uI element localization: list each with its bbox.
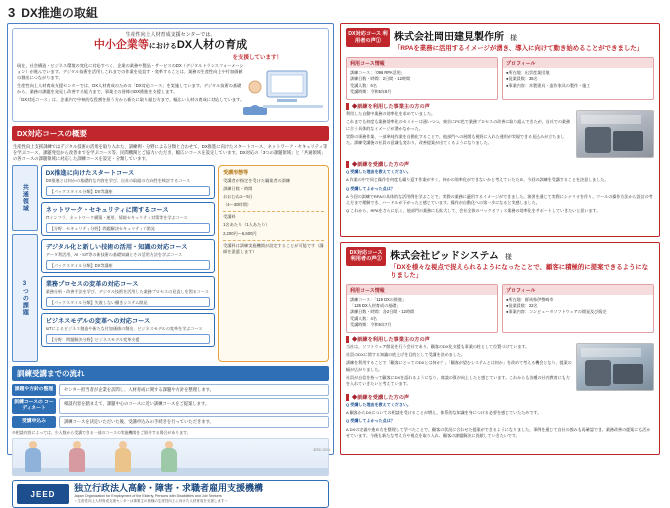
panel-line: 受講時期：令和5年8月 [350,88,392,94]
course-fee-heading: 受講料 [223,211,324,220]
panel-body [347,295,497,330]
tag-three-challenges: 3つの課題 [12,234,38,362]
block-heading: ◆訓練を受講した方の声 [346,161,654,168]
qa-answer: A 作業の中で同じ操作を何度も繰り返す作業が多く、何かの効率化ができないかと考えていたため、今回の訓練を受講することを決意しました。 [346,177,609,183]
block-heading: ◆訓練を利用した事業主の方の声 [346,336,654,343]
course-sublabel: 【分野：セキュリティ分野】問題解決セキュリティ / 開発 [49,225,155,231]
course-info-panel [346,57,498,100]
intro-headline-pre: 中小企業等 [93,39,149,52]
right-column [340,23,660,455]
case-header [346,247,654,281]
profile-panel [502,57,654,100]
panel-line: ●所在地：群馬県伊勢崎市 [506,297,554,303]
course-info-item: おおむね1～5日 [223,194,253,200]
case-block-employer [346,103,654,158]
person-body-icon [69,448,85,472]
course-item[interactable] [41,239,215,273]
course-sublabel-wrap [46,297,210,308]
page-title: DX推進の取組 [21,6,98,20]
overview-bar: DX対応コースの概要 [12,126,329,141]
block-with-photo [346,343,654,391]
photo-highlight [581,348,641,357]
course-item[interactable] [41,276,215,310]
photo-subject [585,127,611,153]
case-card [340,242,660,456]
course-sublabel: 【パックスタイル分類】失敗しない働きシステム開発 [49,299,148,305]
flow-section [12,366,329,435]
content-columns [0,23,670,503]
corner-note: JEED 2024 [312,448,330,452]
course-desc: ITインフラ、ネットワーク構築・運用、情報セキュリティ対策等を学ぶコース [45,215,188,221]
left-column [7,23,334,503]
flow-step-body: 訓練コースを決定いただいた後、受講申込みの手続きを行っていただきます。 [59,416,329,428]
photo-object [613,364,643,384]
course-title: ネットワーク・セキュリティに関するコース [45,207,169,215]
block-heading: ◆訓練を受講した方の声 [346,394,654,401]
intro-paragraph: 現在、社会構造・ビジネス環境の変化に対応すべく、企業の業務や製品・サービスのDX（デジタルトランスフォーメーション）が進んでいます。デジタル技術を活用しこれまでの作業を見直す・変革することは、業務の生産性向上や付加価値の創出につながります。 [17,62,244,81]
panel-line: 訓練コース：「119 DXの推進」 [350,297,407,303]
panel-line: 受講時期：令和5年7月 [350,321,392,327]
block-heading: ◆訓練を利用した事業主の方の声 [346,103,654,110]
panel-body [503,68,653,90]
course-sublabel-wrap [46,186,210,197]
intro-headline-post: DX人材の育成 [176,39,248,52]
course-info-item: （4～30時間） [223,202,251,208]
course-info-item: 訓練日数・時間 [223,186,253,192]
jeed-text [74,484,263,504]
case-panels [346,284,654,333]
flow-bar: 訓練受講までの流れ [12,366,329,381]
case-ribbon: DX対応コース 利用者の声② [346,247,386,266]
flow-step-body: 相談内容を踏まえて、課題中心のコースに近い訓練コースをご提案します。 [59,398,329,414]
intro-body [17,63,245,104]
profile-panel [502,284,654,333]
course-info-item: 受講者が指定を受けた職業者の訓練 [223,178,291,184]
course-desc: データ利活用、AI・IoT等の新技術の基礎知識とその活用方法を学ぶコース [45,252,183,258]
company-honorific: 様 [510,35,517,42]
intro-paragraph: 生産性向上人材育成支援センターでは、DX人材育成のための「DX対応コース」を実施しています。デジタル技術の基礎から、業務の課題を発見し改善する能力まで、事業主の皆様のDX推進を支援します。 [17,83,242,95]
block-paragraph: 社員が自信を持って顧客にDXを語れるようになり、商談の質が向上したと感じています。これからも各種の社内教育にも力を入れていきたいと考えています。 [346,374,570,386]
block-paragraph: 当社は、ソフトウェア開発を行う会社であり、顧客のDX化支援も事業の柱として位置づけています。 [346,344,530,350]
person-body-icon [161,448,177,472]
company-honorific: 様 [504,253,512,261]
intro-headline [17,39,324,52]
course-info-panel [346,284,498,333]
case-title-wrap [390,247,654,281]
case-panels [346,57,654,100]
page-header [0,0,670,23]
course-desc: IoTによるビジネス創造や新たな付加価値の創出、ビジネスモデルの変革を学ぶコース [45,326,203,332]
flow-row [12,416,329,428]
jeed-name: 独立行政法人高齢・障害・求職者雇用支援機構 [74,483,264,494]
page-number: 3 [8,5,16,20]
flow-step-tag: 訓練コースの コーディネート [12,398,56,414]
block-with-photo [346,110,654,158]
jeed-name-en: Japan Organization for Employment of the Elderly, Persons with Disabilities and Job Seekers [74,493,222,498]
panel-heading: プロフィール [503,58,653,68]
block-paragraph: 実際の事務作業、一部単純作業を自動化することで、他部門への展開も視野に入れた運用が実現できる見込みが立ちました。訓練受講後の社員の意識も変わり、改善提案が出てくるようになりました。 [346,133,565,145]
panel-line: ●従業員数：35名 [506,76,538,82]
jeed-tagline: ～生産性向上人材育成支援センターは事業主の皆様の生産性向上に向けた人材育成を支援します～ [74,498,228,503]
panel-line: ●所在地：出雲産業団地 [506,70,550,76]
flow-step-tag: 課題や方針の整理 [12,384,56,396]
course-desc: 業務分析・改善手法を学び、デジタル技術を活用した業務プロセスの見直しを図るコース [45,289,209,295]
jeed-logo: JEED [17,484,69,504]
intro-paragraph: 「DX対応コース」は、企業内で中核的な役割を担う方から新たに取り組む方まで、幅広い人材の育成に対応しています。 [17,97,245,103]
case-header [346,28,654,53]
case-title-wrap [394,28,643,53]
block-paragraph: 訓練を利用することで「顧客にとってのDXとは何か？」「顧客が望むシステムとは何か」を改めて考える機会となり、提案の幅が広がりました。 [346,360,572,372]
case-block-employer [346,336,654,391]
company-name-text: 株式会社ビッドシステム [390,250,499,262]
case-photo [576,343,654,391]
block-paragraph: 社員のDXに関する知識の底上げを目的として受講を決めました。 [346,352,465,358]
qa-answer: Q これから、RPAをさらに広く、他部門の業務にも拡大して、会社全体のバックオフィス業務の効率化をサポートしていきたいと思います。 [346,207,601,213]
course-title: DX推進に向けたスタートコース [45,170,135,178]
block-body [346,402,654,438]
panel-heading: 利用コース情報 [347,285,497,295]
block-paragraph: これまでも何度も業務効率化のセミナーは通いつつ、東京にPC色で業務プロセスの改善に取り組んできたが、自社での業務に合う具体的なイメージが湧かなかった。 [346,119,570,131]
course-info-box [218,165,329,362]
block-paragraph: 利用した自動中業務の効率化を求めていました。 [346,111,436,117]
course-item[interactable] [41,313,215,347]
overview-note: 生産性向上支援訓練ではデジタル技術の活用を取り入れた、訓練例・分野による分類と合わせて、DX推進に向けたスタートコース、ネットワーク・セキュリティ等を学ぶコース、課題発見から改善までを学ぶコース等、民間機関とご協力いただき、幅広いコースを設定しています。DX対応の「3つの課題領域」と「共通領域」の各コースの課題領域に対応した訓練コースを設定・分類しています。 [13,144,328,162]
case-photo [576,110,654,158]
qa-answer: A DXの定義や進め方を整理して学べたことで、顧客の状況に合わせた提案ができるようになりました。事例を通じて自社の強みも再確認でき、業務改善の提案にも活かせています。今後も新たな考え方や視点を取り入れ、顧客の課題解決に貢献していきたいです。 [346,426,651,438]
panel-line: 訓練日数・時間：2日間・12時間 [350,76,411,82]
panel-heading: 利用コース情報 [347,58,497,68]
qa-answer: A 顧客からDXについての相談を受けることが増え、体系的な知識を身につける必要を感じていたためです。 [346,410,542,416]
jeed-footer [12,480,329,508]
tag-common: 共通領域 [12,165,38,231]
case-quote: 「DXを様々な視点で捉えられるようになったことで、顧客に積極的に提案できるようになりました」 [390,263,649,279]
company-name-text: 株式会社岡田建見製作所 [394,32,504,43]
case-quote: 「RPAを業務に活用するイメージが湧き、導入に向けて動き始めることができました」 [394,45,644,52]
photo-subject [585,360,611,386]
panel-line: 受講人数：6名 [350,82,377,88]
course-sublabel: 【パックスタイル分類】DX等講座 [49,188,113,194]
course-title: ビジネスモデルの変革への対応コース [45,318,151,326]
panel-heading: プロフィール [503,285,653,295]
flow-row [12,384,329,396]
course-desc: DX推進とは何かの基礎的な内容を学び、自社の取組の方向性を検討するコース [45,178,191,184]
course-map [12,165,329,362]
qa-question: Q 受講してよかった点は？ [346,418,395,424]
course-list [41,165,215,362]
block-body [346,344,572,391]
intro-box [12,28,329,122]
intro-sub: を支援しています！ [232,54,282,61]
course-title: デジタル化と新しい技術の活用・知識の対応コース [45,244,188,252]
panel-line: 訓練コース：「096 RPA活用」 [350,70,405,76]
case-block-trainee [346,161,654,214]
company-name [394,28,643,43]
course-sublabel: 【分野：問題解決分野】ビジネスモデル変革支援 [49,336,140,342]
course-map-tags [12,165,38,362]
panel-line: ●事業内容：コンピュータソフトウェアの開発及び販売 [506,309,607,315]
course-sublabel-wrap [46,223,210,234]
course-info-panel [218,165,329,362]
case-card [340,23,660,237]
panel-line: 訓練日数・時間：各2日間・12時間 [350,309,415,315]
course-item[interactable] [41,165,215,199]
photo-highlight [581,115,641,124]
person-body-icon [25,448,41,472]
course-item[interactable] [41,202,215,236]
qa-question: Q 受講した理由を教えてください。 [346,402,411,408]
person-body-icon [115,448,131,472]
panel-line: 「126 DX人材育成の基礎」 [350,303,401,309]
course-fee-note: 受講料は訓練実施機関が設定することが可能です（講師を派遣します） [223,240,324,255]
flow-step-tag: 受講申込み [12,416,56,428]
flow-step-body: センター担当者が企業を訪問し、人材育成に関する課題や方針を整理します。 [59,384,329,396]
course-sublabel-wrap [46,334,210,345]
case-ribbon: DX対応コース 利用者の声① [346,28,390,47]
flow-row [12,398,329,414]
panel-line: ●従業員数：22名 [506,303,538,309]
office-illustration [12,438,329,476]
panel-body [503,295,653,317]
photo-object [613,131,643,151]
qa-answer: A 今回の訓練でRPAの具体的な活用例を学ぶことで、実際の業務に適用するイメージができました。演習を通じて実際にシナリオを作り、ツールの操作方法から設計の考え方まで理解でき、ハードルが下がったと感じています。操作が自動化への第一歩になると実感しました。 [346,193,653,205]
course-fee-amount: 2,200円～6,600円 [223,230,257,236]
block-body [346,169,654,213]
case-block-trainee [346,394,654,439]
panel-line: ●事業内容：木製建具・造作家具の製作・施工 [506,82,591,88]
intro-headline-mid: における [148,43,177,51]
course-sublabel: 【パックスタイル分類】DX等講座 [49,262,113,268]
course-info-heading: 受講形態等 [223,170,249,177]
flow-footnote: ※相談内容によっては、少人数から受講できる一部のコースの実施機関をご紹介する場合があります。 [12,429,191,435]
course-title: 業務プロセスの変革の対応コース [45,281,139,289]
course-sublabel-wrap [46,260,210,271]
block-body [346,111,572,158]
company-name [390,247,654,262]
panel-body [347,68,497,97]
pc-illustration [241,63,325,119]
intro-lead: 生産性向上人材育成支援センターでは、 [125,32,216,38]
course-fee-unit: 1名あたり（1人あたり） [223,222,270,228]
qa-question: Q 受講してよかった点は？ [346,185,395,191]
qa-question: Q 受講した理由を教えてください。 [346,169,411,175]
panel-line: 受講人数：4名 [350,315,377,321]
